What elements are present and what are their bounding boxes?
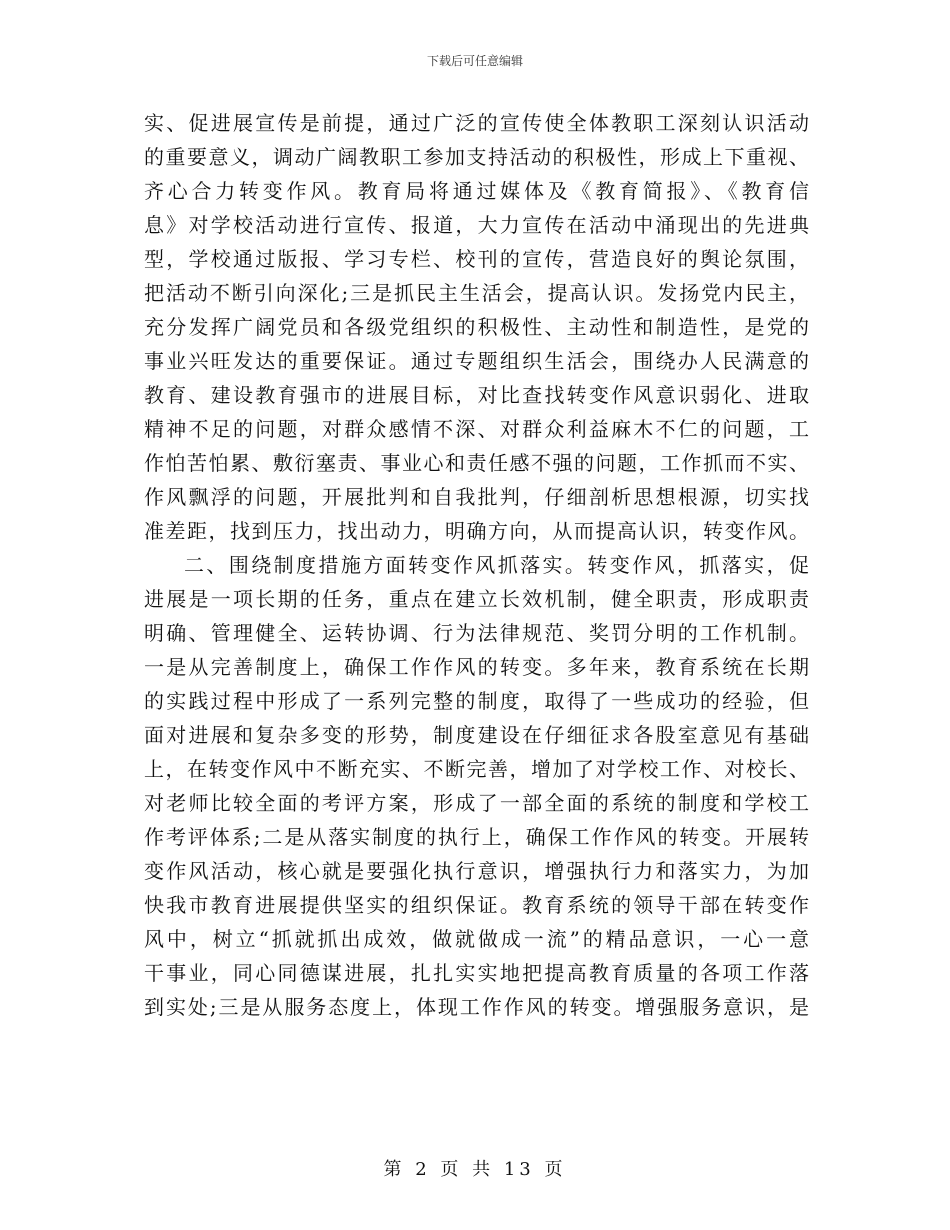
text-line: 作考评体系;二是从落实制度的执行上，确保工作作风的转变。开展转 bbox=[144, 825, 809, 849]
text-line: 作风飘浮的问题，开展批判和自我批判，仔细剖析思想根源，切实找 bbox=[144, 485, 809, 509]
text-line: 明确、管理健全、运转协调、行为法律规范、奖罚分明的工作机制。 bbox=[144, 621, 809, 645]
text-line: 实、促进展宣传是前提，通过广泛的宣传使全体教职工深刻认识活动 bbox=[144, 111, 809, 135]
paragraph-first-line: 二、围绕制度措施方面转变作风抓落实。转变作风，抓落实，促 bbox=[184, 553, 809, 577]
document-body bbox=[144, 106, 809, 1024]
text-line: 风中，树立“抓就抓出成效，做就做成一流”的精品意识，一心一意 bbox=[144, 927, 809, 951]
text-line: 上，在转变作风中不断充实、不断完善，增加了对学校工作、对校长、 bbox=[144, 757, 809, 781]
text-line: 一是从完善制度上，确保工作作风的转变。多年来，教育系统在长期 bbox=[144, 655, 809, 679]
text-line: 到实处;三是从服务态度上，体现工作作风的转变。增强服务意识，是 bbox=[144, 995, 809, 1019]
text-line: 对老师比较全面的考评方案，形成了一部全面的系统的制度和学校工 bbox=[144, 791, 809, 815]
text-line: 进展是一项长期的任务，重点在建立长效机制，健全职责，形成职责 bbox=[144, 587, 809, 611]
text-line: 齐心合力转变作风。教育局将通过媒体及《教育简报》、《教育信 bbox=[144, 179, 809, 203]
text-line: 事业兴旺发达的重要保证。通过专题组织生活会，围绕办人民满意的 bbox=[144, 349, 809, 373]
text-line: 息》对学校活动进行宣传、报道，大力宣传在活动中涌现出的先进典 bbox=[144, 213, 809, 237]
text-line: 充分发挥广阔党员和各级党组织的积极性、主动性和制造性，是党的 bbox=[144, 315, 809, 339]
text-line: 作怕苦怕累、敷衍塞责、事业心和责任感不强的问题，工作抓而不实、 bbox=[144, 451, 809, 475]
text-line: 面对进展和复杂多变的形势，制度建设在仔细征求各股室意见有基础 bbox=[144, 723, 809, 747]
text-line: 把活动不断引向深化;三是抓民主生活会，提高认识。发扬党内民主， bbox=[144, 281, 809, 305]
text-line: 精神不足的问题，对群众感情不深、对群众利益麻木不仁的问题，工 bbox=[144, 417, 809, 441]
text-line: 准差距，找到压力，找出动力，明确方向，从而提高认识，转变作风。 bbox=[144, 519, 809, 543]
text-line: 变作风活动，核心就是要强化执行意识，增强执行力和落实力，为加 bbox=[144, 859, 809, 883]
page-header: 下载后可任意编辑 bbox=[426, 54, 523, 68]
page-footer: 第 2 页 共 13 页 bbox=[383, 1159, 567, 1180]
text-line: 教育、建设教育强市的进展目标，对比查找转变作风意识弱化、进取 bbox=[144, 383, 809, 407]
text-line: 干事业，同心同德谋进展，扎扎实实地把提高教育质量的各项工作落 bbox=[144, 961, 809, 985]
text-line: 型，学校通过版报、学习专栏、校刊的宣传，营造良好的舆论氛围， bbox=[144, 247, 809, 271]
text-line: 的实践过程中形成了一系列完整的制度，取得了一些成功的经验，但 bbox=[144, 689, 809, 713]
text-line: 的重要意义，调动广阔教职工参加支持活动的积极性，形成上下重视、 bbox=[144, 145, 809, 169]
text-line: 快我市教育进展提供坚实的组织保证。教育系统的领导干部在转变作 bbox=[144, 893, 809, 917]
